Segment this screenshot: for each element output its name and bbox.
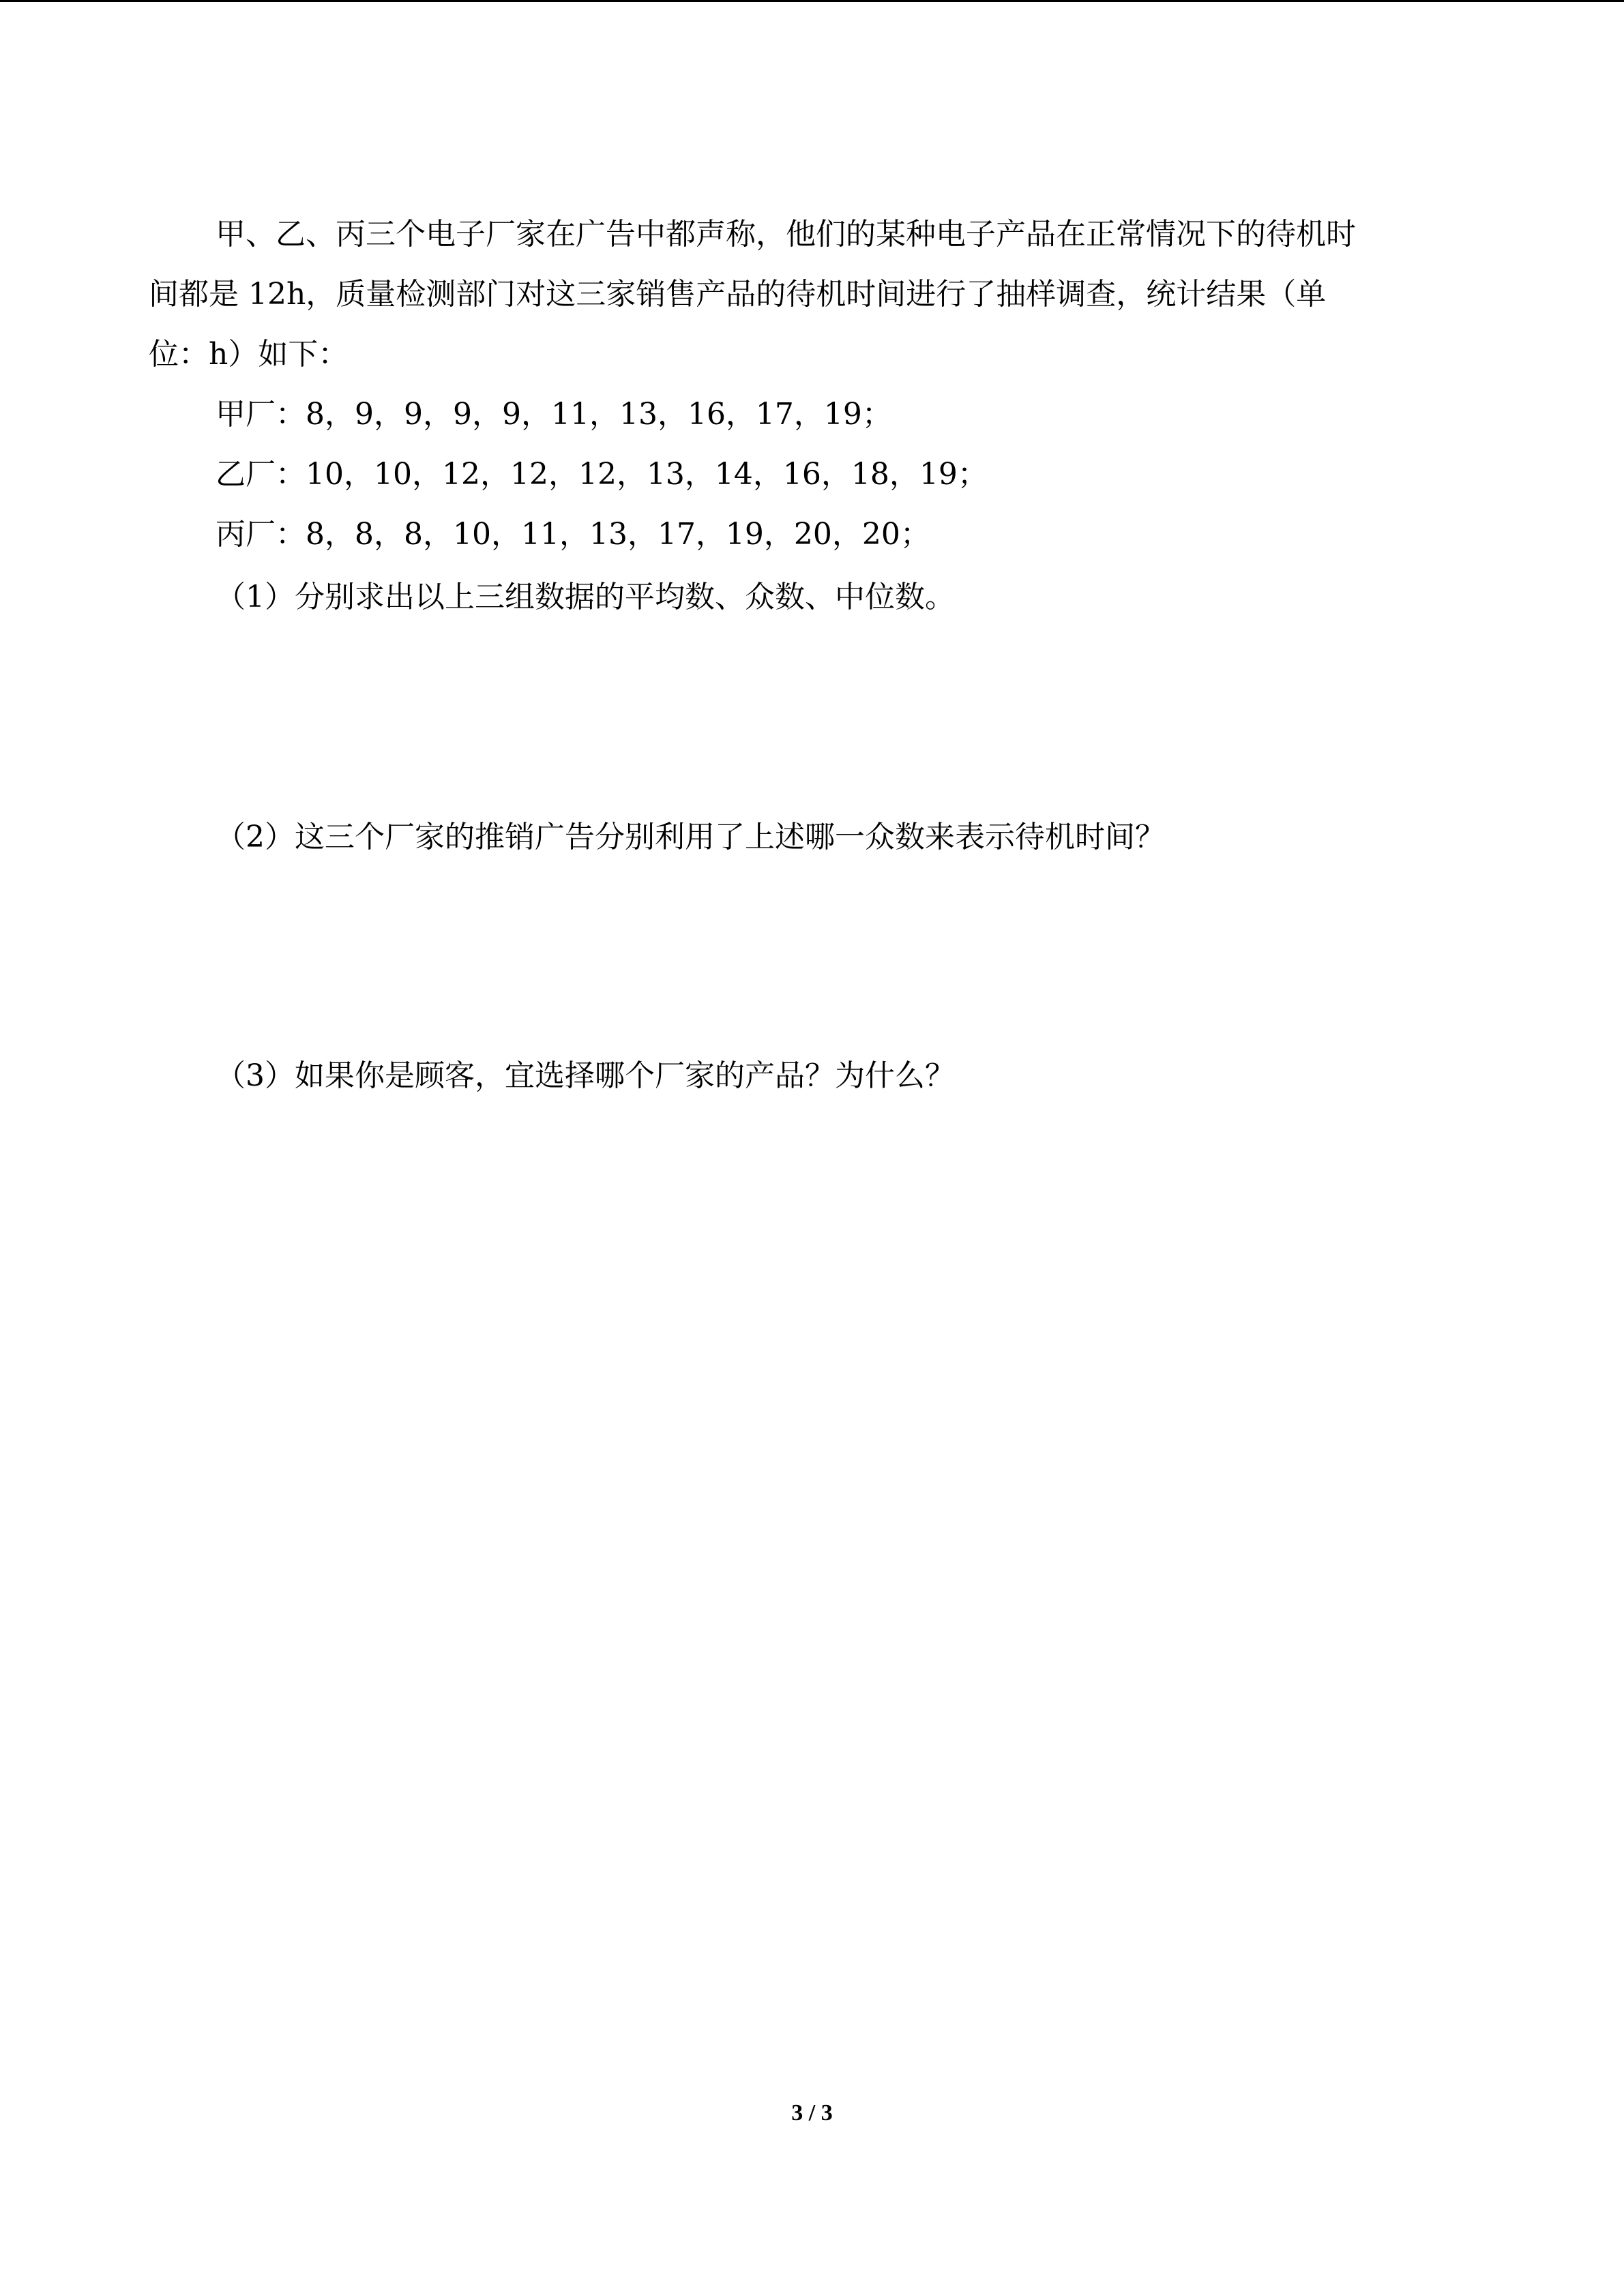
data-row-jia: 甲厂：8，9，9，9，9，11，13，16，17，19； [216,397,892,432]
page-number: 3 / 3 [791,2100,833,2126]
intro-line-3: 位：h）如下： [149,337,349,372]
question-1: （1）分别求出以上三组数据的平均数、众数、中位数。 [216,580,955,614]
question-3: （3）如果你是顾客，宜选择哪个厂家的产品？为什么？ [216,1058,955,1093]
problem-body [149,205,1472,565]
question-2: （2）这三个厂家的推销广告分别利用了上述哪一众数来表示待机时间？ [216,820,1165,854]
page-top-border [0,0,1624,2]
data-row-bing: 丙厂：8，8，8，10，11，13，17，19，20，20； [216,517,930,552]
intro-line-1: 甲、乙、丙三个电子厂家在广告中都声称，他们的某种电子产品在正常情况下的待机时 [216,217,1356,252]
intro-line-2: 间都是 12h，质量检测部门对这三家销售产品的待机时间进行了抽样调查，统计结果（单 [149,277,1327,312]
data-row-yi: 乙厂：10，10，12，12，12，13，14，16，18，19； [216,457,988,492]
